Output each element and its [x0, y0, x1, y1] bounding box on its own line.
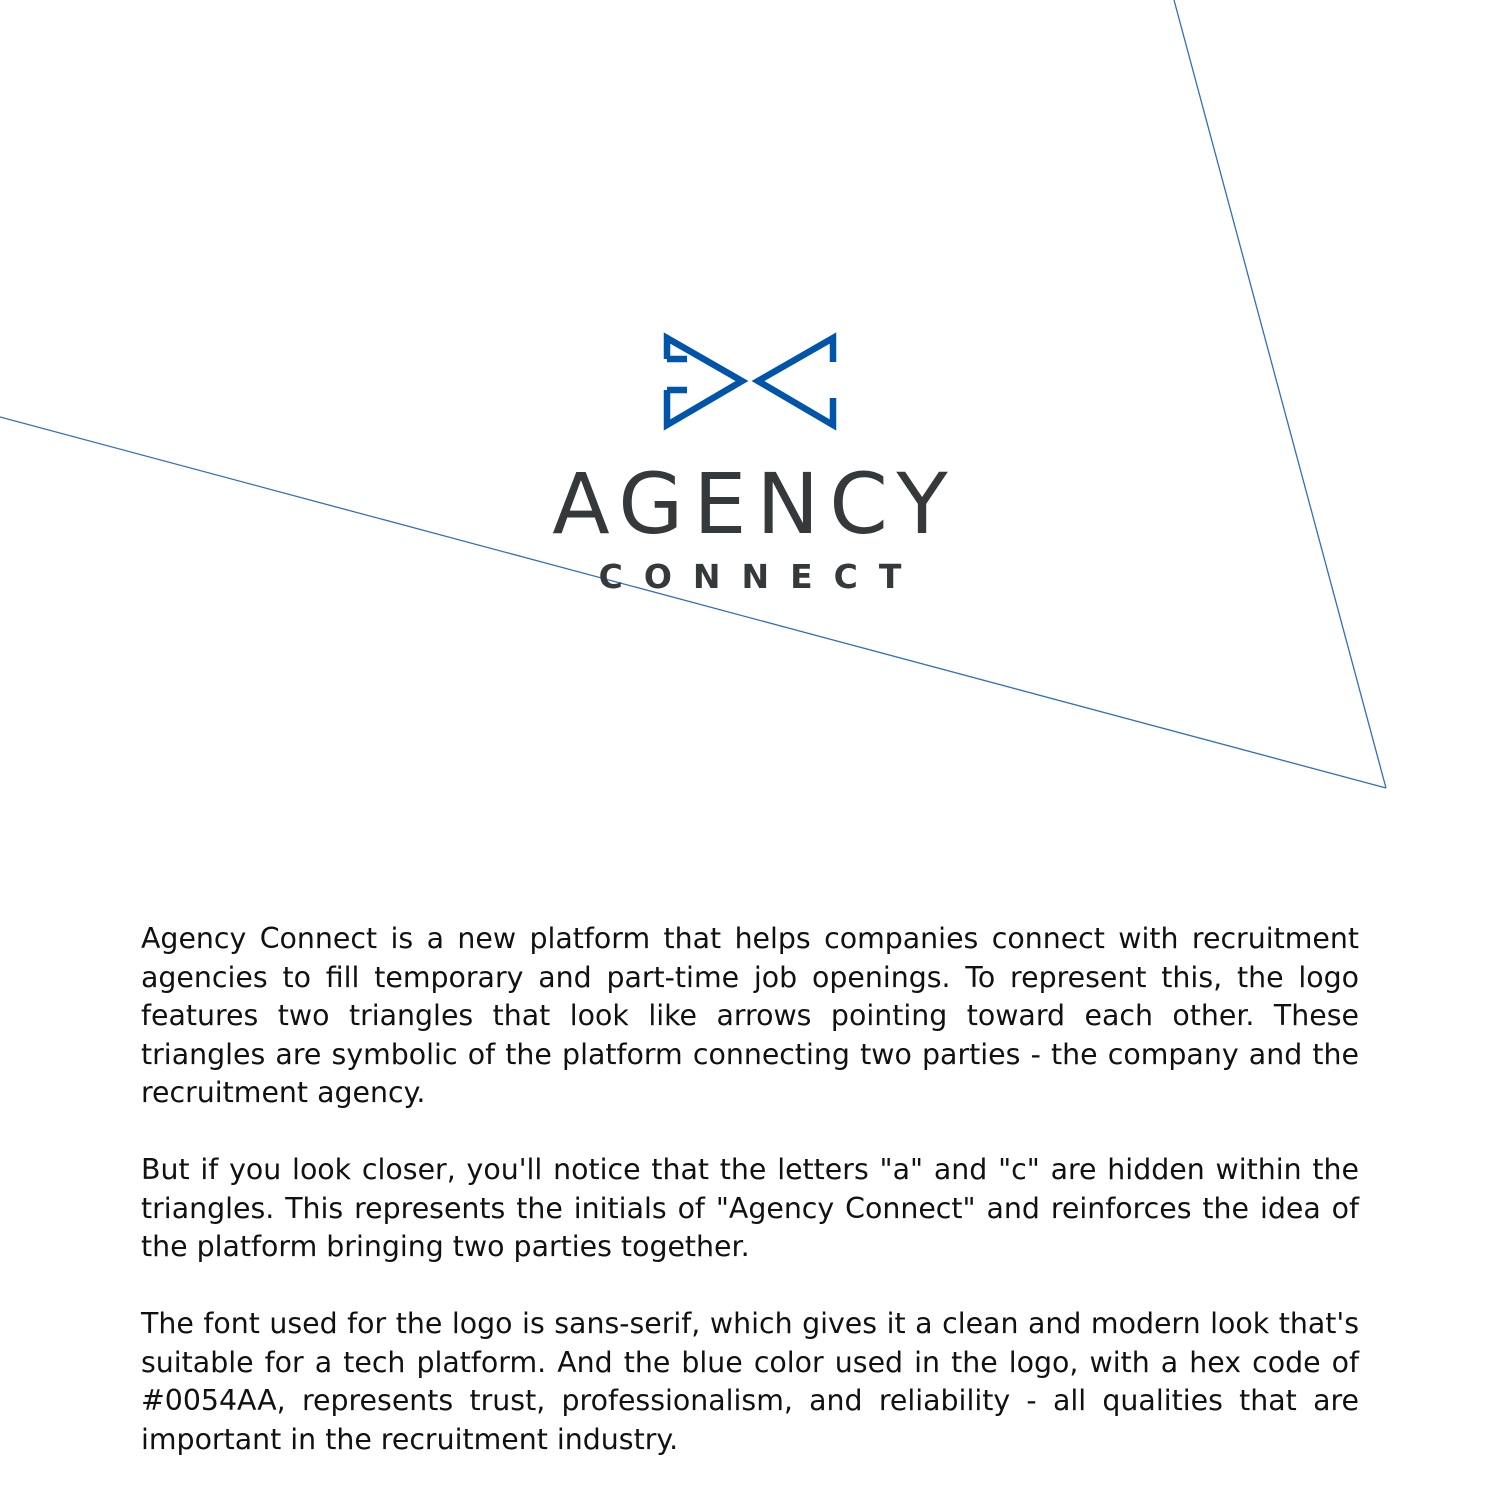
description-paragraph: Agency Connect is a new platform that helps companies connect with recruitment agencies to fill temporary and part-time job openings. To represent this, the logo features two triangles that look like arrows pointing toward each other. These triangles are symbolic of the platform connecting two parties - the company and the recruitment agency.	[141, 922, 1359, 1109]
brand-subtitle: CONNECT	[598, 557, 923, 596]
description-text	[141, 920, 1359, 1459]
brand-title: AGENCY	[552, 455, 958, 553]
right-triangle-c-shape	[758, 338, 833, 425]
left-triangle-a-shape	[667, 338, 742, 425]
description-paragraph: The font used for the logo is sans-serif, which gives it a clean and modern look that's suitable for a tech platform. And the blue color used in the logo, with a hex code of #0054AA, represents trust, professionalism, and reliability - all qualities that are important in the recruitment industry.	[141, 1307, 1359, 1456]
facing-triangles-logo-icon	[660, 332, 840, 432]
description-paragraph: But if you look closer, you'll notice that the letters "a" and "c" are hidden within the triangles. This represents the initials of "Agency Connect" and reinforces the idea of the platform bringing two parties together.	[141, 1153, 1359, 1263]
decorative-line-right	[1174, 0, 1386, 788]
